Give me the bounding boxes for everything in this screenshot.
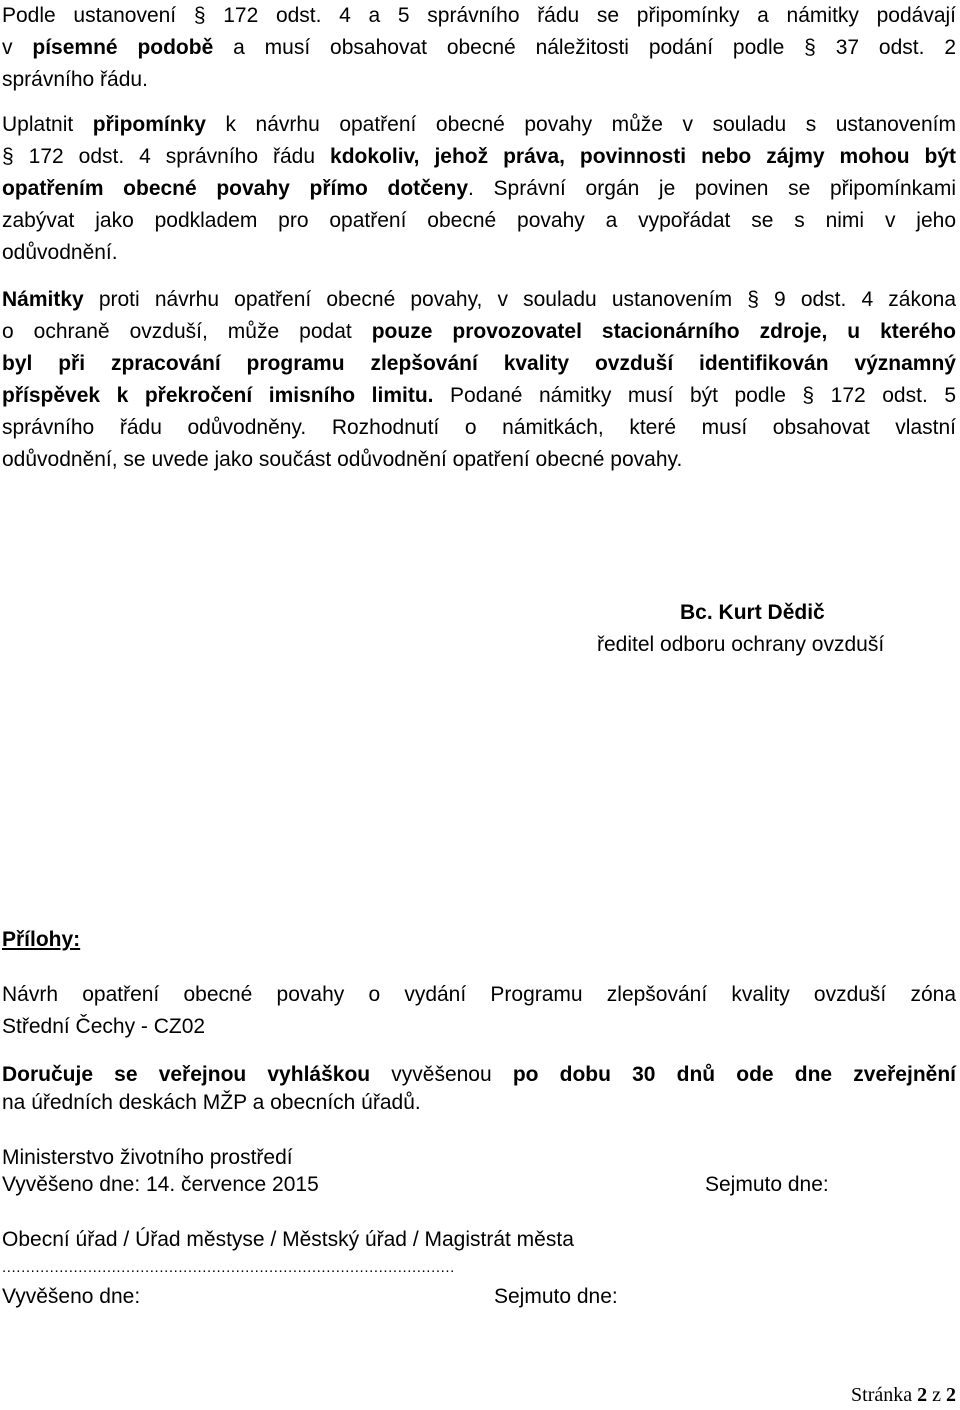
ministry-posted-date: Vyvěšeno dne: 14. července 2015 — [2, 1173, 319, 1196]
page-number — [851, 1384, 956, 1407]
text-line: odůvodnění, se uvede jako součást odůvodnění opatření obecné povahy. — [2, 448, 683, 471]
page-of: z — [932, 1384, 941, 1406]
text-line: správního řádu. — [2, 68, 148, 91]
ministry-removed-date: Sejmuto dne: — [705, 1173, 829, 1196]
paragraph-comments — [2, 109, 956, 269]
municipal-office-name: Obecní úřad / Úřad městyse / Městský úřad / Magistrát města — [2, 1228, 574, 1251]
text-line: příspěvek k překročení imisního limitu. Podané námitky musí být podle § 172 odst. 5 — [2, 384, 957, 407]
text-line: byl při zpracování programu zlepšování kvality ovzduší identifikován významný — [2, 352, 956, 375]
text-line: Uplatnit připomínky k návrhu opatření obecné povahy může v souladu s ustanovením — [2, 113, 956, 136]
municipal-posted-date: Vyvěšeno dne: — [2, 1285, 141, 1308]
delivery-note — [2, 1061, 956, 1117]
text-line: Podle ustanovení § 172 odst. 4 a 5 správního řádu se připomínky a námitky podávají — [2, 4, 956, 27]
paragraph-submission-form — [2, 0, 956, 96]
signatory-name: Kurt Dědič — [718, 601, 825, 624]
paragraph-objections — [2, 284, 956, 476]
text-line: správního řádu odůvodněny. Rozhodnutí o námitkách, které musí obsahovat vlastní — [2, 416, 956, 439]
text-line: opatřením obecné povahy přímo dotčeny. Správní orgán je povinen se připomínkami — [2, 177, 956, 200]
signature-name — [680, 598, 825, 628]
text-line: zabývat jako podkladem pro opatření obecné povahy a vypořádat se s nimi v jeho — [2, 209, 956, 232]
page-word: Stránka — [851, 1384, 913, 1406]
ministry-name: Ministerstvo životního prostředí — [2, 1146, 293, 1169]
current-page: 2 — [917, 1384, 928, 1406]
total-pages: 2 — [946, 1384, 956, 1406]
signature-role: ředitel odboru ochrany ovzduší — [597, 633, 885, 656]
text-line: Střední Čechy - CZ02 — [2, 1015, 206, 1038]
attachment-item — [2, 979, 956, 1043]
municipal-office-blank: ............................................................................................... — [2, 1259, 455, 1276]
text-line: o ochraně ovzduší, může podat pouze provozovatel stacionárního zdroje, u kterého — [2, 320, 956, 343]
municipal-removed-date: Sejmuto dne: — [494, 1285, 618, 1308]
text-line: Návrh opatření obecné povahy o vydání Programu zlepšování kvality ovzduší zóna — [2, 983, 956, 1006]
text-line: odůvodnění. — [2, 241, 118, 264]
text-line: § 172 odst. 4 správního řádu kdokoliv, jehož práva, povinnosti nebo zájmy mohou být — [2, 145, 956, 168]
title-prefix: Bc. — [680, 601, 713, 624]
text-line: v písemné podobě a musí obsahovat obecné náležitosti podání podle § 37 odst. 2 — [2, 36, 956, 59]
text-line: na úředních deskách MŽP a obecních úřadů. — [2, 1091, 421, 1114]
text-line: Námitky proti návrhu opatření obecné povahy, v souladu ustanovením § 9 odst. 4 zákona — [2, 288, 956, 311]
attachments-heading: Přílohy: — [2, 928, 81, 951]
text-line: Doručuje se veřejnou vyhláškou vyvěšenou po dobu 30 dnů ode dne zveřejnění — [2, 1063, 956, 1086]
